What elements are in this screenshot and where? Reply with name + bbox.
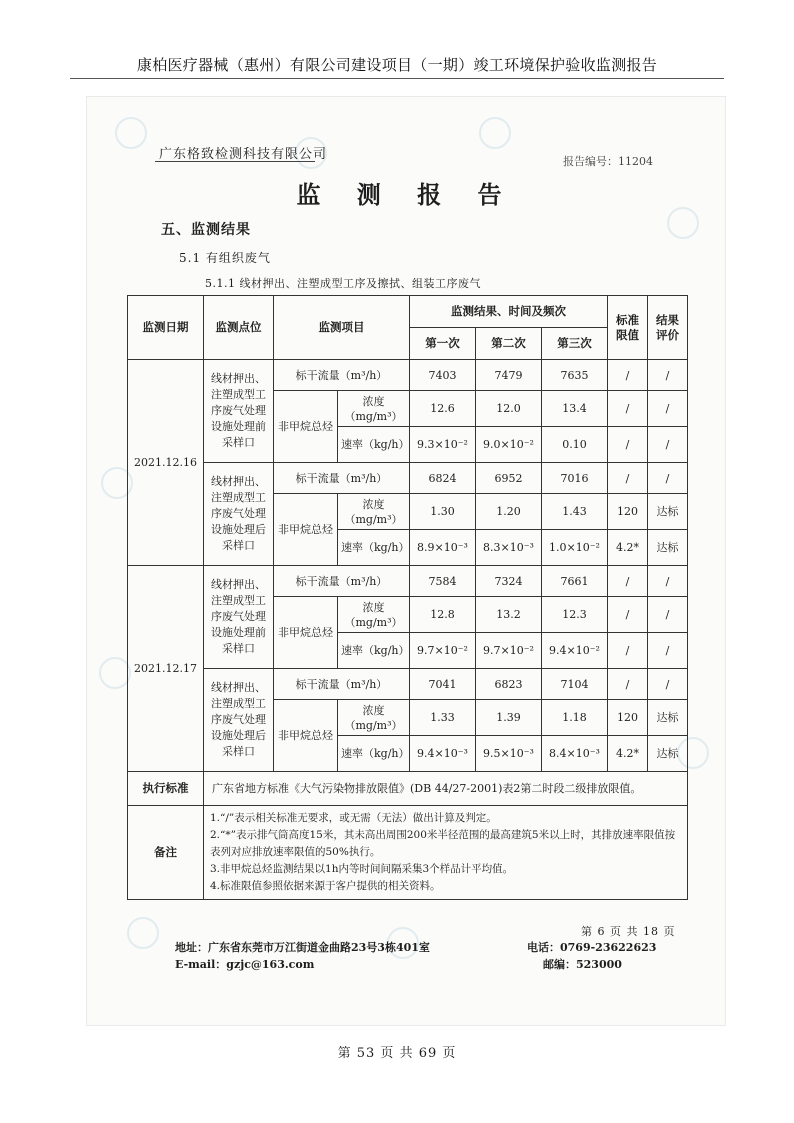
rate-label: 速率（kg/h）: [338, 427, 410, 463]
value-cell: 7324: [476, 566, 542, 597]
subsection-heading: 5.1 有组织废气: [179, 251, 271, 265]
table-caption: 5.1.1 线材押出、注塑成型工序及擦拭、组装工序废气: [205, 277, 481, 290]
limit-cell: /: [608, 427, 648, 463]
date-cell: 2021.12.16: [128, 360, 204, 566]
watermark-logo-icon: [115, 117, 147, 149]
address-text: 地址：广东省东莞市万江街道金曲路23号3栋401室: [175, 941, 430, 954]
eval-cell: /: [648, 427, 688, 463]
notes-label: 备注: [128, 806, 204, 900]
limit-cell: 4.2*: [608, 530, 648, 566]
limit-cell: /: [608, 669, 648, 700]
value-cell: 1.0×10⁻²: [542, 530, 608, 566]
monitoring-results-table: [127, 295, 688, 900]
value-cell: 9.4×10⁻³: [410, 736, 476, 772]
parameter-cell: 非甲烷总烃: [274, 700, 338, 772]
sampling-point-cell: 线材押出、注塑成型工序废气处理设施处理前采样口: [204, 566, 274, 669]
header-third: 第三次: [542, 328, 608, 360]
table-row: [128, 669, 688, 700]
phone-text: 电话：0769-23622623: [527, 941, 657, 954]
limit-cell: 4.2*: [608, 736, 648, 772]
date-cell: 2021.12.17: [128, 566, 204, 772]
header-point: 监测点位: [204, 296, 274, 360]
value-cell: 1.20: [476, 494, 542, 530]
value-cell: 12.3: [542, 597, 608, 633]
note-item: 2.“*”表示排气筒高度15米，其未高出周围200米半径范围的最高建筑5米以上时，其排放速率限值按表列对应排放速率限值的50%执行。: [210, 829, 676, 858]
standard-text: 广东省地方标准《大气污染物排放限值》(DB 44/27-2001)表2第二时段二级排放限值。: [204, 772, 688, 806]
section-heading: 五、监测结果: [161, 222, 251, 238]
postcode-text: 邮编：523000: [543, 958, 622, 971]
flow-label: 标干流量（m³/h）: [274, 463, 410, 494]
limit-cell: /: [608, 463, 648, 494]
parameter-cell: 非甲烷总烃: [274, 391, 338, 463]
value-cell: 9.0×10⁻²: [476, 427, 542, 463]
table-row: [128, 360, 688, 391]
flow-label: 标干流量（m³/h）: [274, 669, 410, 700]
value-cell: 12.6: [410, 391, 476, 427]
value-cell: 1.18: [542, 700, 608, 736]
eval-cell: /: [648, 566, 688, 597]
value-cell: 6952: [476, 463, 542, 494]
value-cell: 7584: [410, 566, 476, 597]
eval-cell: 达标: [648, 494, 688, 530]
eval-cell: 达标: [648, 736, 688, 772]
value-cell: 9.7×10⁻²: [410, 633, 476, 669]
header-date: 监测日期: [128, 296, 204, 360]
table-row: [128, 566, 688, 597]
standard-row: [128, 772, 688, 806]
value-cell: 6823: [476, 669, 542, 700]
parameter-cell: 非甲烷总烃: [274, 597, 338, 669]
header-second: 第二次: [476, 328, 542, 360]
scanned-report-page: [86, 96, 726, 1026]
value-cell: 13.2: [476, 597, 542, 633]
header-limit: 标准限值: [608, 296, 648, 360]
watermark-logo-icon: [479, 117, 511, 149]
limit-cell: 120: [608, 700, 648, 736]
report-title: 监 测 报 告: [296, 180, 516, 209]
table-header-row: [128, 296, 688, 328]
value-cell: 7635: [542, 360, 608, 391]
eval-cell: 达标: [648, 700, 688, 736]
value-cell: 7041: [410, 669, 476, 700]
conc-label: 浓度（mg/m³）: [338, 391, 410, 427]
parameter-cell: 非甲烷总烃: [274, 494, 338, 566]
sampling-point-cell: 线材押出、注塑成型工序废气处理设施处理后采样口: [204, 463, 274, 566]
eval-cell: /: [648, 633, 688, 669]
sampling-point-cell: 线材押出、注塑成型工序废气处理设施处理前采样口: [204, 360, 274, 463]
note-item: 4.标准限值参照依据来源于客户提供的相关资料。: [210, 880, 441, 892]
value-cell: 12.0: [476, 391, 542, 427]
value-cell: 8.3×10⁻³: [476, 530, 542, 566]
watermark-logo-icon: [127, 917, 159, 949]
note-item: 3.非甲烷总烃监测结果以1h内等时间间隔采集3个样品计平均值。: [210, 863, 514, 875]
report-number: 报告编号：11204: [563, 155, 653, 168]
value-cell: 1.33: [410, 700, 476, 736]
watermark-logo-icon: [667, 207, 699, 239]
value-cell: 1.39: [476, 700, 542, 736]
flow-label: 标干流量（m³/h）: [274, 566, 410, 597]
eval-cell: 达标: [648, 530, 688, 566]
limit-cell: /: [608, 597, 648, 633]
value-cell: 12.8: [410, 597, 476, 633]
value-cell: 0.10: [542, 427, 608, 463]
value-cell: 7661: [542, 566, 608, 597]
header-first: 第一次: [410, 328, 476, 360]
conc-label: 浓度（mg/m³）: [338, 494, 410, 530]
value-cell: 8.9×10⁻³: [410, 530, 476, 566]
value-cell: 9.3×10⁻²: [410, 427, 476, 463]
notes-cell: [204, 806, 688, 900]
value-cell: 13.4: [542, 391, 608, 427]
standard-label: 执行标准: [128, 772, 204, 806]
value-cell: 1.43: [542, 494, 608, 530]
limit-cell: /: [608, 633, 648, 669]
header-eval: 结果评价: [648, 296, 688, 360]
document-header-title: 康柏医疗器械（惠州）有限公司建设项目（一期）竣工环境保护验收监测报告: [136, 56, 658, 74]
value-cell: 8.4×10⁻³: [542, 736, 608, 772]
eval-cell: /: [648, 597, 688, 633]
table-row: [128, 463, 688, 494]
eval-cell: /: [648, 463, 688, 494]
value-cell: 9.4×10⁻²: [542, 633, 608, 669]
rate-label: 速率（kg/h）: [338, 633, 410, 669]
conc-label: 浓度（mg/m³）: [338, 700, 410, 736]
page-footer-number: 第 53 页 共 69 页: [337, 1046, 457, 1061]
value-cell: 7479: [476, 360, 542, 391]
note-item: 1.“/”表示相关标准无要求，或无需（无法）做出计算及判定。: [210, 812, 497, 824]
limit-cell: 120: [608, 494, 648, 530]
issuing-company: 广东格致检测科技有限公司: [159, 147, 328, 162]
conc-label: 浓度（mg/m³）: [338, 597, 410, 633]
email-text: E-mail：gzjc@163.com: [175, 958, 315, 971]
value-cell: 7016: [542, 463, 608, 494]
eval-cell: /: [648, 360, 688, 391]
value-cell: 1.30: [410, 494, 476, 530]
address-block: [175, 939, 430, 973]
value-cell: 9.5×10⁻³: [476, 736, 542, 772]
company-underline: [155, 161, 315, 162]
limit-cell: /: [608, 360, 648, 391]
inner-page-number: 第 6 页 共 18 页: [581, 925, 676, 938]
header-item: 监测项目: [274, 296, 410, 360]
rate-label: 速率（kg/h）: [338, 736, 410, 772]
flow-label: 标干流量（m³/h）: [274, 360, 410, 391]
header-results: 监测结果、时间及频次: [410, 296, 608, 328]
notes-row: [128, 806, 688, 900]
sampling-point-cell: 线材押出、注塑成型工序废气处理设施处理后采样口: [204, 669, 274, 772]
limit-cell: /: [608, 391, 648, 427]
value-cell: 7403: [410, 360, 476, 391]
header-divider: [70, 78, 724, 79]
limit-cell: /: [608, 566, 648, 597]
eval-cell: /: [648, 669, 688, 700]
rate-label: 速率（kg/h）: [338, 530, 410, 566]
contact-block: [527, 939, 656, 973]
value-cell: 9.7×10⁻²: [476, 633, 542, 669]
eval-cell: /: [648, 391, 688, 427]
value-cell: 6824: [410, 463, 476, 494]
value-cell: 7104: [542, 669, 608, 700]
